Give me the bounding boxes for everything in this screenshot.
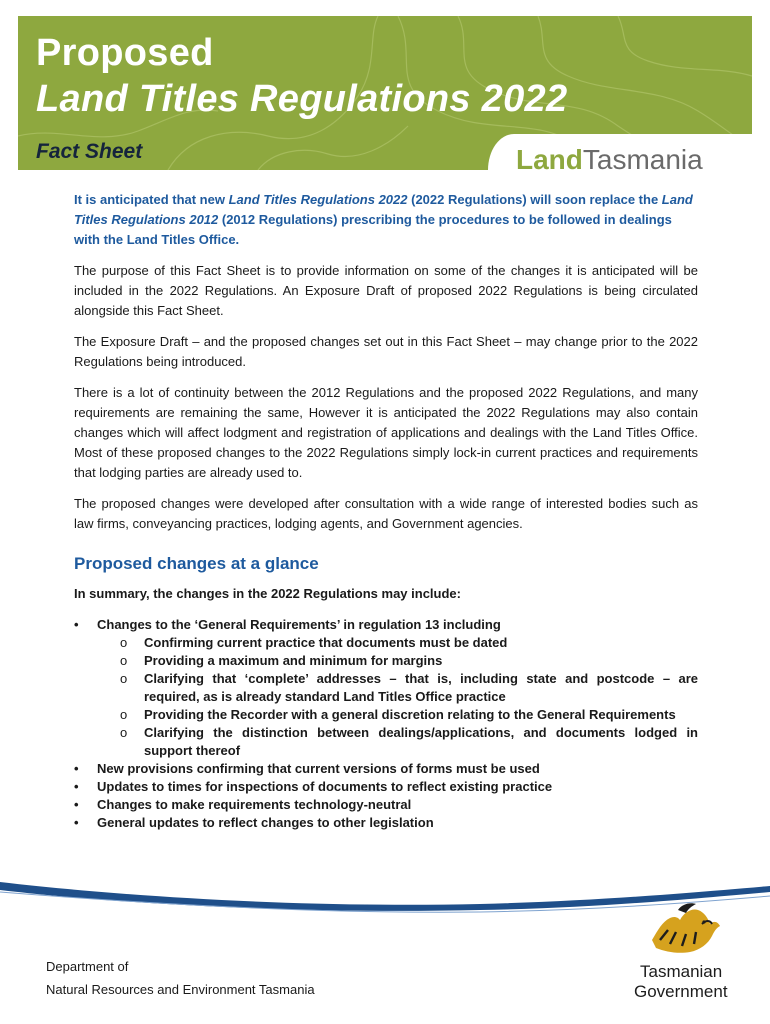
- sub-list-item: o Clarifying the distinction between dealings/applications, and documents lodged in support thereof: [144, 724, 698, 760]
- section-heading: Proposed changes at a glance: [74, 554, 319, 573]
- tasmanian-government-line-2: Government: [634, 982, 728, 1001]
- main-content: [74, 190, 698, 832]
- list-item: [74, 616, 698, 760]
- changes-list: [74, 616, 698, 832]
- department-line-2: Natural Resources and Environment Tasmania: [46, 982, 315, 997]
- intro-text: (2012 Regulations) prescribing the procedures to be followed in dealings with the Land Titles Office.: [74, 212, 672, 247]
- title-line-2: Land Titles Regulations 2022: [36, 78, 568, 120]
- summary-text: In summary, the changes in the 2022 Regulations may include:: [74, 586, 461, 601]
- tasmanian-tiger-emblem-icon: [648, 900, 724, 960]
- intro-title-2022: Land Titles Regulations 2022: [228, 192, 408, 207]
- paragraph-consultation: The proposed changes were developed after consultation with a wide range of interested bodies such as law firms, conveyancing practices, lodging agents, and Government agencies.: [74, 496, 698, 531]
- land-tasmania-logo: [516, 143, 703, 177]
- intro-text: (2022 Regulations) will soon replace the: [407, 192, 662, 207]
- sub-list-item: o Providing a maximum and minimum for margins: [144, 652, 698, 670]
- list-item: • General updates to reflect changes to other legislation: [74, 814, 698, 832]
- department-line-1: Department of: [46, 959, 129, 974]
- list-item: • Updates to times for inspections of documents to reflect existing practice: [74, 778, 698, 796]
- intro-paragraph: [74, 190, 698, 250]
- fact-sheet-subtitle: Fact Sheet: [36, 140, 143, 163]
- sub-list-item: o Confirming current practice that documents must be dated: [144, 634, 698, 652]
- intro-title-2012: Land Titles Regulations 2012: [74, 192, 693, 227]
- paragraph-purpose: The purpose of this Fact Sheet is to provide information on some of the changes it is anticipated will be included in the 2022 Regulations. An Exposure Draft of proposed 2022 Regulations is being circulated alongside this Fact Sheet.: [74, 263, 698, 318]
- list-item: • Changes to make requirements technology-neutral: [74, 796, 698, 814]
- list-item: • New provisions confirming that current versions of forms must be used: [74, 760, 698, 778]
- intro-text: It is anticipated that new: [74, 192, 229, 207]
- paragraph-exposure-draft: The Exposure Draft – and the proposed changes set out in this Fact Sheet – may change prior to the 2022 Regulations being introduced.: [74, 334, 698, 369]
- logo-land-text: Land: [516, 144, 583, 175]
- paragraph-continuity: There is a lot of continuity between the 2012 Regulations and the proposed 2022 Regulations, and many requirements are remaining the same, However it is anticipated the 2022 Regulations may also contain changes which will affect lodgment and registration of applications and dealings with the Land Titles Office. Most of these proposed changes to the 2022 Regulations simply lock-in current practices and requirements that lodging parties are already used to.: [74, 385, 698, 480]
- title-line-1: Proposed: [36, 32, 214, 74]
- bullet-general-requirements: Changes to the ‘General Requirements’ in regulation 13 including: [97, 617, 501, 632]
- sub-list-item: o Clarifying that ‘complete’ addresses – that is, including state and postcode – are required, as is already standard Land Titles Office practice: [144, 670, 698, 706]
- tasmanian-government-line-1: Tasmanian: [640, 962, 723, 981]
- sub-list: [97, 634, 698, 760]
- sub-list-item: o Providing the Recorder with a general discretion relating to the General Requirements: [144, 706, 698, 724]
- logo-tasmania-text: Tasmania: [582, 144, 703, 175]
